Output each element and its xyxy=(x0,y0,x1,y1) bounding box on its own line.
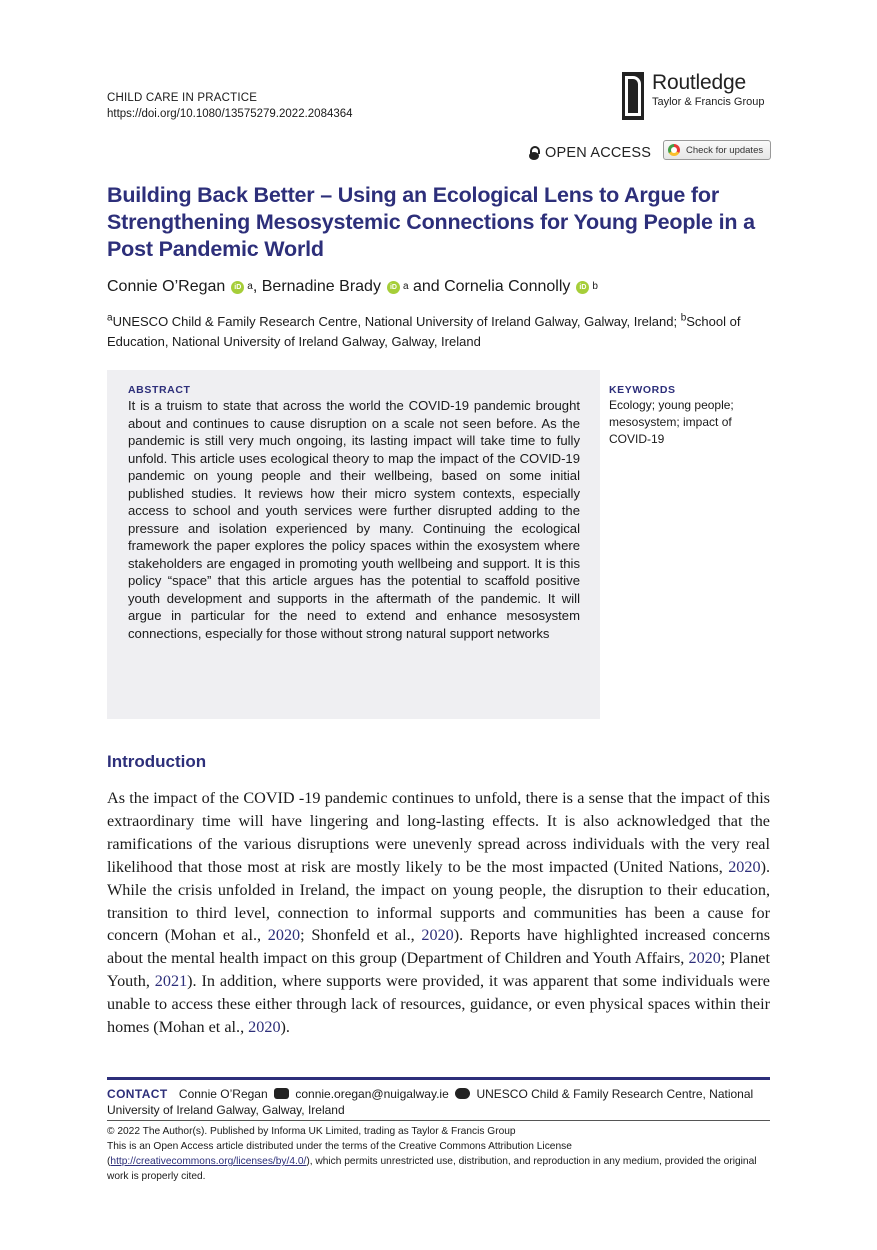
contact-email[interactable]: connie.oregan@nuigalway.ie xyxy=(295,1087,449,1101)
keywords-heading: KEYWORDS xyxy=(609,384,676,396)
article-title: Building Back Better – Using an Ecological Lens to Argue for Strengthening Mesosystemic Connections for Young People in a Post Pandemic World xyxy=(107,183,755,261)
doi-link-wrap xyxy=(107,108,353,120)
body-text-segment: ). Reports have highlighted increased concerns about the mental health impact on this group (Department of Children and Youth Affairs, xyxy=(107,926,771,968)
contact-address: UNESCO Child & Family Research Centre, National University of Ireland Galway, Galway, Ireland xyxy=(107,1087,754,1117)
body-text-segment: ). While the crisis unfolded in Ireland, the impact on young people, the disruption to their education, transition to third level, connection to informal supports and communities has been a cause for concern (Mohan et al., xyxy=(107,857,770,945)
copyright-line: © 2022 The Author(s). Published by Informa UK Limited, trading as Taylor & Francis Group xyxy=(107,1126,516,1137)
check-for-updates-button[interactable] xyxy=(663,140,771,160)
author-separator: and xyxy=(408,278,445,295)
orcid-icon[interactable]: iD xyxy=(387,281,400,294)
contact-block xyxy=(107,1086,770,1118)
journal-name: CHILD CARE IN PRACTICE xyxy=(107,92,258,104)
license-prefix: This is an Open Access article distributed under the terms of the Creative Commons Attribution License ( xyxy=(107,1141,572,1167)
author-name[interactable]: Cornelia Connolly xyxy=(444,278,571,295)
body-text-segment: ; Shonfeld et al., xyxy=(300,926,422,945)
author-separator: , xyxy=(252,278,262,295)
citation-link[interactable]: 2021 xyxy=(154,972,188,991)
abstract-text: It is a truism to state that across the world the COVID-19 pandemic brought about and continues to cause disruption on a scale not seen before. As the pandemic is still very much ongoing, its lasting impact will take time to fully unfold. This article uses ecological theory to map the impact of the COVID-19 pandemic on young people and their wellbeing, based on some initial published studies. It reviews how their micro system contexts, especially access to school and youth services were further disrupted adding to the pressure and isolation experienced by many. Continuing the ecological framework the paper explores the policy spaces within the exosystem where stakeholders are engaged in promoting youth wellbeing and support. It is this policy “space” that this article argues has the potential to scaffold positive youth development and supports in the aftermath of the pandemic. It will argue in particular for the need to extend and enhance mesosystem connections, especially for those without strong natural support networks xyxy=(128,398,580,641)
doi-link[interactable]: https://doi.org/10.1080/13575279.2022.2084364 xyxy=(107,108,353,120)
license-suffix: ), which permits unrestricted use, distribution, and reproduction in any medium, provided the original work is properly cited. xyxy=(107,1156,757,1182)
body-text-segment: ). In addition, where supports were provided, it was apparent that some individuals were unable to access these either through lack of resources, guidance, or even physical spaces within their homes (Mohan et al., xyxy=(107,972,770,1037)
license-link[interactable]: http://creativecommons.org/licenses/by/4.0/ xyxy=(110,1156,307,1167)
affiliation-mark: a xyxy=(107,312,113,324)
open-access-label: OPEN ACCESS xyxy=(545,145,652,161)
license-text xyxy=(107,1139,770,1184)
publisher-logo[interactable] xyxy=(622,72,764,120)
publisher-subtitle: Taylor & Francis Group xyxy=(652,96,765,108)
affiliation-mark: b xyxy=(680,312,687,324)
open-access-badge xyxy=(529,145,651,161)
orcid-icon[interactable]: iD xyxy=(576,281,589,294)
affiliation-a: UNESCO Child & Family Research Centre, National University of Ireland Galway, Galway, Ireland; xyxy=(112,314,681,329)
introduction-body xyxy=(107,787,770,1039)
body-text-segment: As the impact of the COVID -19 pandemic continues to unfold, there is a sense that the impact of this extraordinary time will have lingering and long-lasting effects. It is also acknowledged that the ramifications of the various disruptions were unevenly spread across individuals with the very real likelihood that those most at risk are mostly likely to be the most impacted (United Nations, xyxy=(107,789,770,876)
copyright-divider xyxy=(107,1120,770,1121)
check-for-updates-label: Check for updates xyxy=(686,144,764,156)
abstract-heading: ABSTRACT xyxy=(128,384,191,396)
keywords-text: Ecology; young people; mesosystem; impact of COVID-19 xyxy=(609,398,734,446)
abstract-box xyxy=(107,370,600,719)
affiliations xyxy=(107,312,773,352)
routledge-logo-icon xyxy=(622,72,644,120)
citation-link[interactable]: 2020 xyxy=(688,949,721,968)
open-lock-icon xyxy=(529,146,539,160)
affiliation-b: School of Education, National University of Ireland Galway, Galway, Ireland xyxy=(107,314,741,349)
author-name[interactable]: Bernadine Brady xyxy=(261,278,381,295)
author-name[interactable]: Connie O’Regan xyxy=(107,278,226,295)
address-icon xyxy=(455,1088,470,1099)
footer-divider xyxy=(107,1077,770,1080)
envelope-icon xyxy=(274,1088,289,1099)
keywords-panel xyxy=(609,384,769,448)
contact-name: Connie O’Regan xyxy=(178,1087,268,1101)
body-text-segment: ). xyxy=(280,1018,290,1037)
citation-link[interactable]: 2020 xyxy=(267,926,301,945)
author-list: Connie O’Regan iD a , Bernadine Brady iD a and Cornelia Connolly iD b xyxy=(107,278,598,295)
orcid-icon[interactable]: iD xyxy=(231,281,244,294)
contact-heading: CONTACT xyxy=(107,1087,168,1101)
citation-link[interactable]: 2020 xyxy=(728,857,761,876)
introduction-heading: Introduction xyxy=(107,752,207,771)
crossmark-icon xyxy=(668,144,680,156)
citation-link[interactable]: 2020 xyxy=(248,1018,281,1037)
body-text-segment: ; Planet Youth, xyxy=(107,949,770,991)
publisher-name: Routledge xyxy=(652,71,746,94)
citation-link[interactable]: 2020 xyxy=(421,926,454,945)
